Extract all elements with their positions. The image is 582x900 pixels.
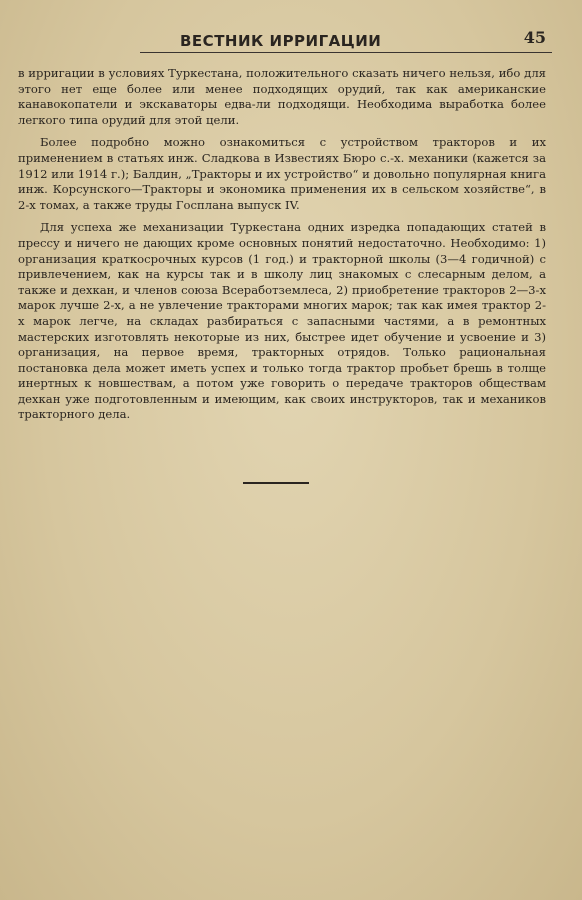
paragraph-2: Более подробно можно ознакомиться с устройством тракторов и их применением в статьях инж. Сладкова в Известиях Бюро с.-х. механики (кажется за 1912 или 1914 г.); Балдин, „Тракторы и их устройство“ и довольно популярная книга инж. Корсунского—Тракторы и экономика применения их в сельском хозяйстве“, в 2-х томах, а также труды Госплана выпуск IV. bbox=[18, 135, 546, 212]
page-header bbox=[20, 28, 560, 58]
paragraph-1: в ирригации в условиях Туркестана, положительного сказать ничего нельзя, ибо для этого нет еще более или менее подходящих орудий, так как американские канавокопатели и экскаваторы едва-ли подходящи. Необходима выработка более легкого типа орудий для этой цели. bbox=[18, 66, 546, 127]
running-title: ВЕСТНИК ИРРИГАЦИИ bbox=[180, 32, 382, 50]
section-divider bbox=[243, 482, 309, 484]
page-number: 45 bbox=[523, 28, 546, 47]
body-text bbox=[18, 66, 546, 430]
header-rule bbox=[140, 52, 552, 53]
paragraph-3: Для успеха же механизации Туркестана одних изредка попадающих статей в прессу и ничего не дающих кроме основных понятий недостаточно. Необходимо: 1) организация краткосрочных курсов (1 год.) и тракторной школы (3—4 годичной) с привлечением, как на курсы так и в школу лиц знакомых с слесарным делом, а также и дехкан, и членов союза Всеработземлеса, 2) приобретение тракторов 2—3-х марок лучше 2-х, а не увлечение тракторами многих марок; так как имея трактор 2-х марок легче, на складах разбираться с запасными частями, а в ремонтных мастерских изготовлять некоторые из них, быстрее идет обучение и усвоение и 3) организация, на первое время, тракторных отрядов. Только рациональная постановка дела может иметь успех и только тогда трактор пробьет брешь в толще инертных к новшествам, а потом уже говорить о передаче тракторов обществам дехкан уже подготовленным и имеющим, как своих инструкторов, так и механиков тракторного дела. bbox=[18, 220, 546, 422]
